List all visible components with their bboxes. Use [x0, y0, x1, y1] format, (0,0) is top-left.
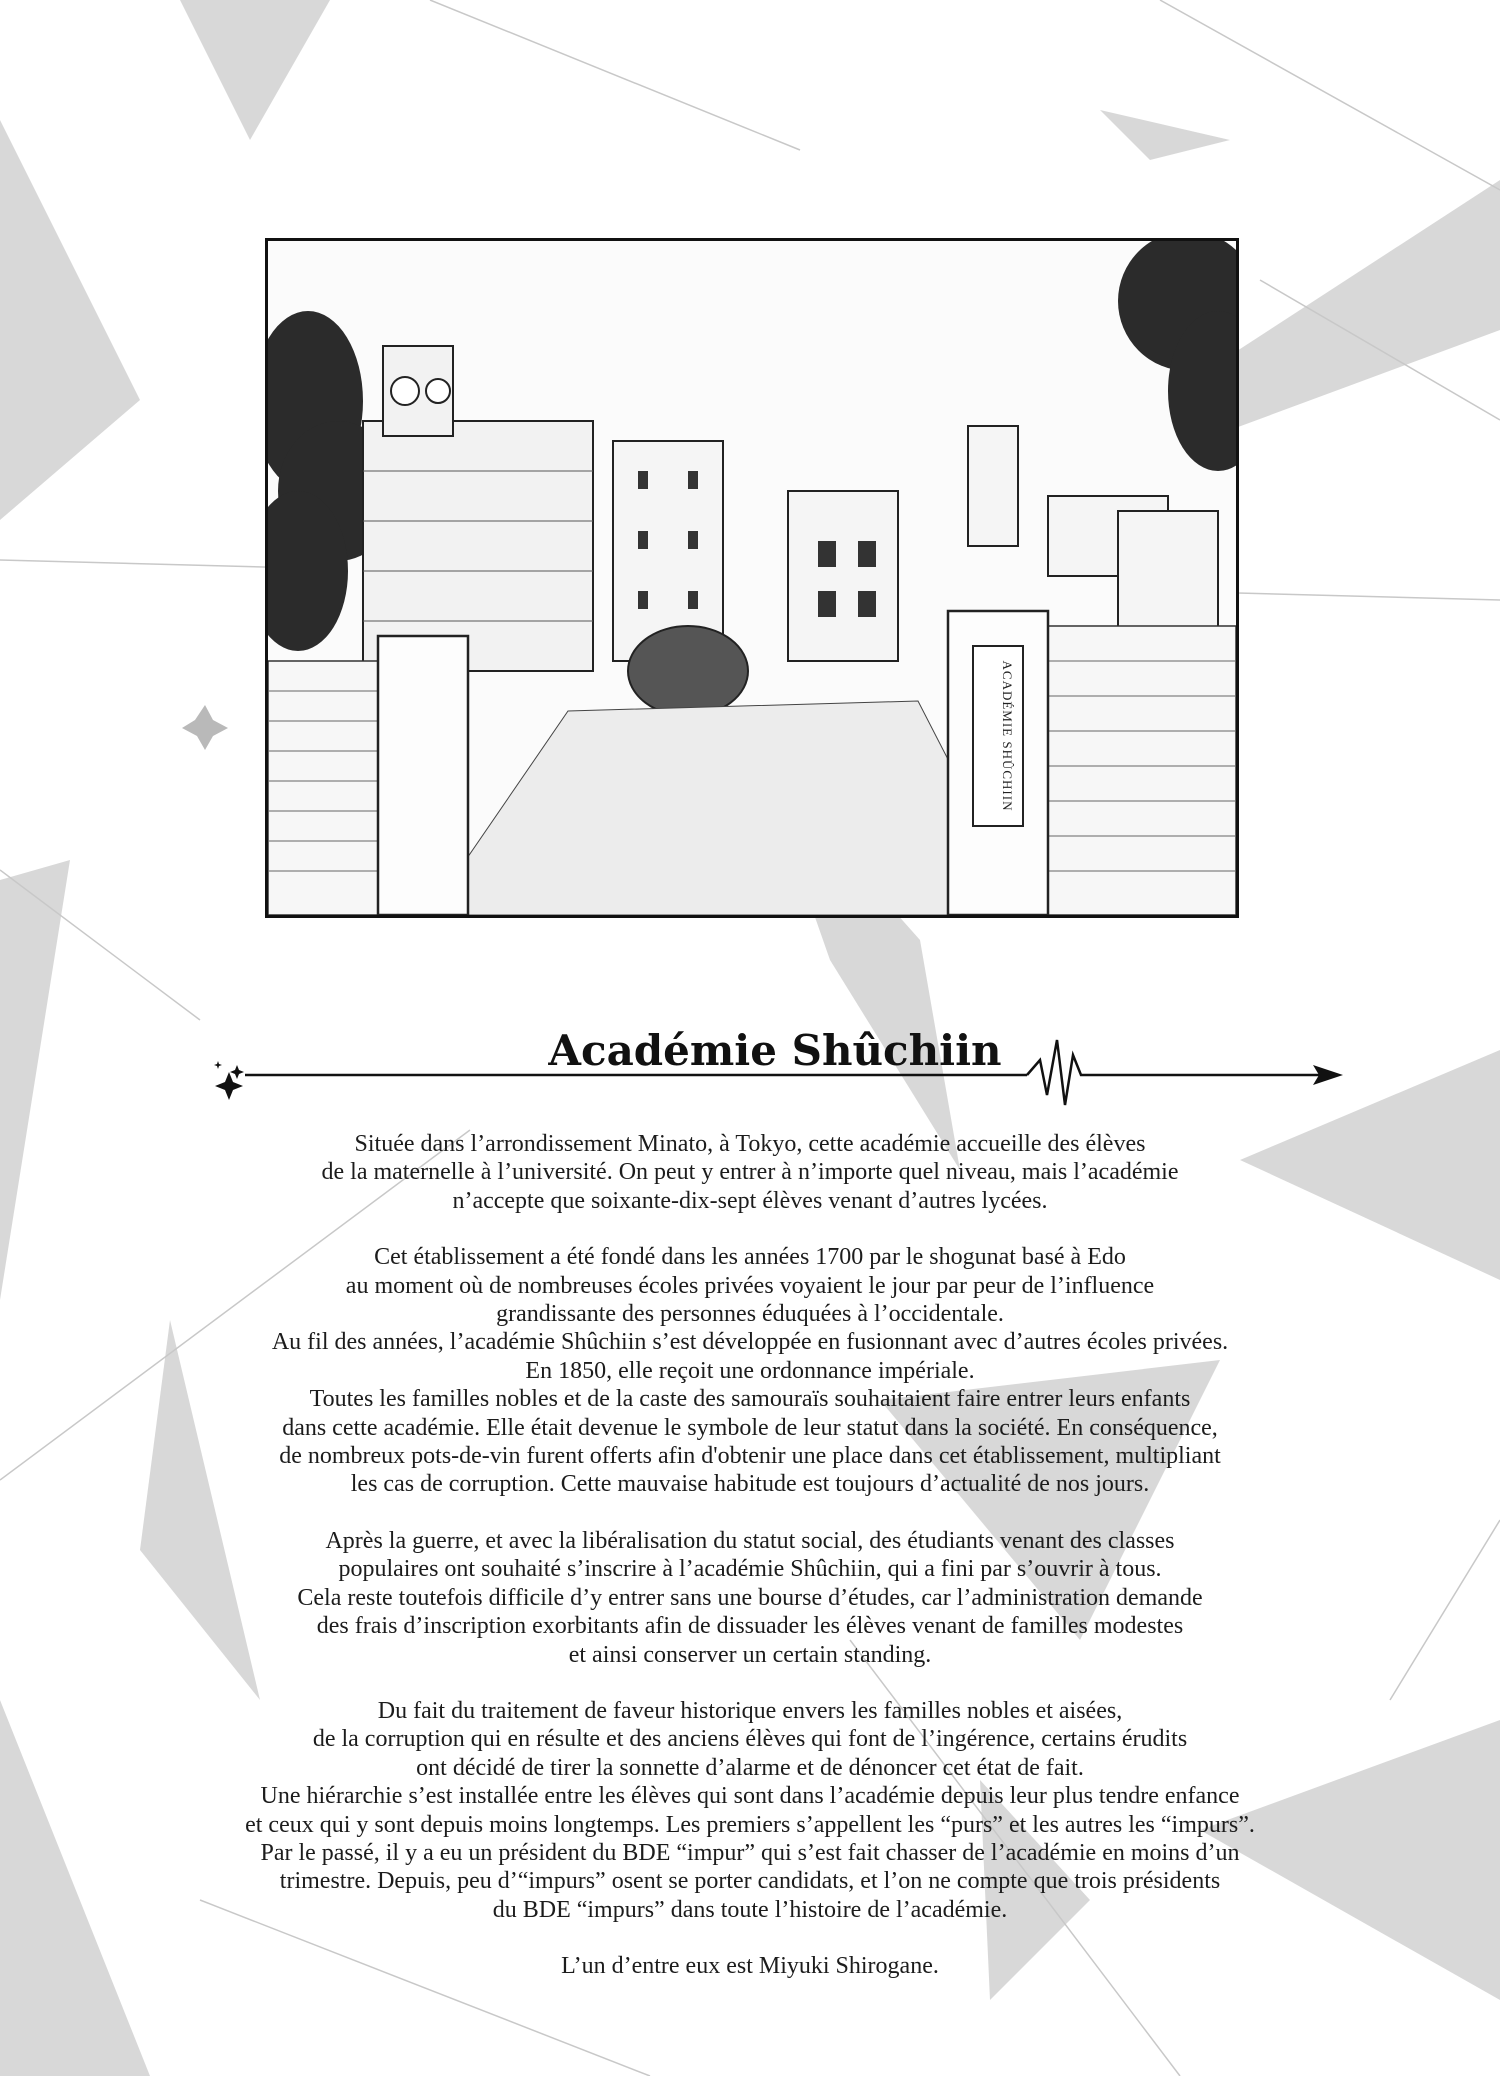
brick-wall-right	[1048, 626, 1236, 915]
text-line: les cas de corruption. Cette mauvaise habitude est toujours d’actualité de nos jours.	[350, 1471, 1150, 1498]
text-line: du BDE “impurs” dans toute l’histoire de l’académie.	[492, 1896, 1008, 1923]
text-line: de nombreux pots-de-vin furent offerts afin d'obtenir une place dans cet établissement, multipliant	[279, 1443, 1221, 1470]
text-line: n’accepte que soixante-dix-sept élèves venant d’autres lycées.	[452, 1187, 1048, 1214]
text-line: Une hiérarchie s’est installée entre les élèves qui sont dans l’académie depuis leur plus tendre enfance	[260, 1783, 1240, 1810]
text-line: Située dans l’arrondissement Minato, à Tokyo, cette académie accueille des élèves	[354, 1131, 1146, 1157]
text-line: Cet établissement a été fondé dans les années 1700 par le shogunat basé à Edo	[374, 1244, 1126, 1271]
text-line: En 1850, elle reçoit une ordonnance impériale.	[525, 1357, 975, 1384]
text-line: au moment où de nombreuses écoles privées voyaient le jour par peur de l’influence	[345, 1272, 1155, 1299]
article-body	[160, 1130, 1340, 2009]
text-line: populaires ont souhaité s’inscrire à l’académie Shûchiin, qui a fini par s’ouvrir à tous.	[338, 1556, 1162, 1583]
paragraph-2	[160, 1243, 1340, 1499]
paragraph-5	[160, 1952, 1340, 1980]
text-line: dans cette académie. Elle était devenue le symbole de leur statut dans la société. En conséquence,	[282, 1414, 1218, 1441]
gate-pillar-left	[378, 636, 468, 915]
text-line: et ceux qui y sont depuis moins longtemps. Les premiers s’appellent les “purs” et les autres les “impurs”.	[245, 1811, 1255, 1838]
illustration-panel	[265, 238, 1239, 918]
text-line: trimestre. Depuis, peu d’“impurs” osent se porter candidats, et l’on ne compte que trois présidents	[279, 1868, 1221, 1895]
text-line: Cela reste toutefois difficile d’y entrer sans une bourse d’études, car l’administration demande	[297, 1584, 1203, 1611]
text-line: grandissante des personnes éduquées à l’occidentale.	[496, 1301, 1004, 1328]
text-line: L’un d’entre eux est Miyuki Shirogane.	[561, 1953, 939, 1980]
text-line: des frais d’inscription exorbitants afin de dissuader les élèves venant de familles modestes	[316, 1613, 1184, 1640]
text-line: de la corruption qui en résulte et des anciens élèves qui font de l’ingérence, certains érudits	[312, 1726, 1188, 1753]
school-sign-text: ACADÉMIE SHÛCHIIN	[1000, 660, 1015, 812]
school-gate-illustration	[268, 241, 1236, 915]
text-line: Après la guerre, et avec la libéralisation du statut social, des étudiants venant des classes	[325, 1527, 1175, 1554]
text-line: et ainsi conserver un certain standing.	[568, 1641, 932, 1668]
text-line: Toutes les familles nobles et de la caste des samouraïs souhaitaient faire entrer leurs enfants	[309, 1386, 1191, 1413]
paragraph-3	[160, 1527, 1340, 1669]
text-line: de la maternelle à l’université. On peut y entrer à n’importe quel niveau, mais l’académie	[321, 1159, 1179, 1186]
text-line: Au fil des années, l’académie Shûchiin s’est développée en fusionnant avec d’autres écoles privées.	[271, 1329, 1229, 1356]
text-line: Du fait du traitement de faveur historique envers les familles nobles et aisées,	[377, 1697, 1123, 1724]
paragraph-4	[160, 1697, 1340, 1924]
bush	[628, 626, 748, 716]
text-line: Par le passé, il y a eu un président du BDE “impur” qui s’est fait chasser de l’académie en moins d’un	[260, 1839, 1240, 1866]
section-header	[205, 1020, 1345, 1120]
text-line: ont décidé de tirer la sonnette d’alarme et de dénoncer cet état de fait.	[416, 1754, 1084, 1781]
paragraph-1	[160, 1130, 1340, 1215]
brick-wall-left	[268, 661, 378, 915]
section-title: Académie Shûchiin	[548, 1026, 1002, 1075]
